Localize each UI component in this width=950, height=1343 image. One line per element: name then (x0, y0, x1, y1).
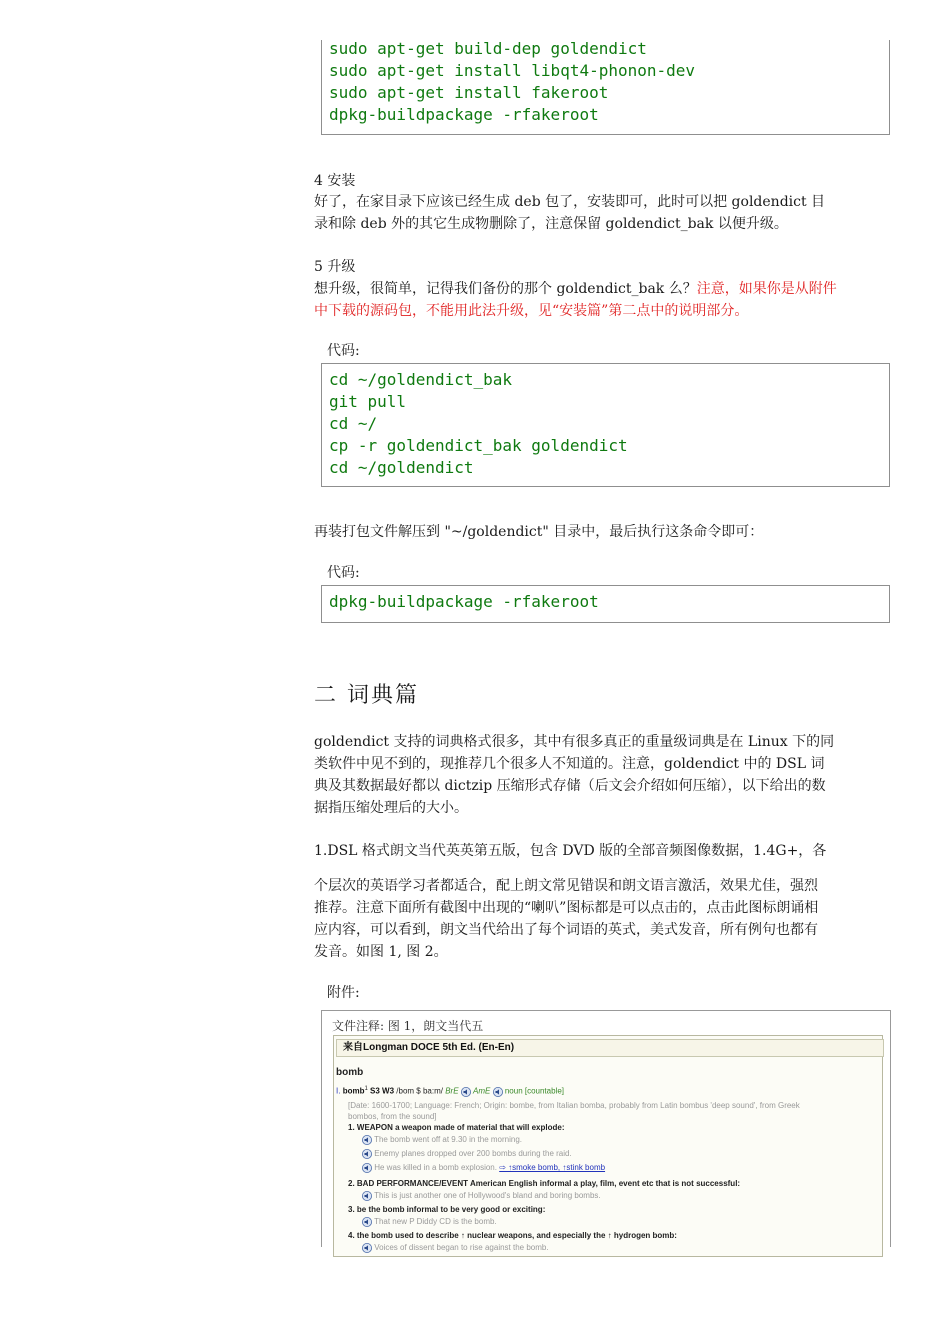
code-line: git pull (329, 392, 407, 411)
speaker-icon[interactable] (362, 1149, 372, 1159)
entry-word: bomb (342, 1086, 365, 1096)
example-1 (362, 1135, 522, 1145)
example-3 (362, 1163, 605, 1173)
entry-ame: AmE (473, 1086, 491, 1096)
code-block-1 (321, 40, 890, 135)
code-label: 代码: (327, 343, 360, 359)
sense-3: 3. be the bomb informal to be very good or exciting: (348, 1205, 546, 1214)
example-2 (362, 1149, 572, 1159)
code-line: sudo apt-get install fakeroot (329, 83, 609, 102)
dict-1-line-3: 推荐。注意下面所有截图中出现的“喇叭”图标都是可以点击的，点击此图标朗诵相 (314, 900, 819, 916)
chapter-heading: 二 词典篇 (314, 683, 419, 708)
intro-line-4: 据指压缩处理后的大小。 (314, 800, 468, 816)
example-text: He was killed in a bomb explosion. (374, 1163, 497, 1173)
entry-sup: 1 (364, 1086, 368, 1092)
entry-bre: BrE (445, 1086, 459, 1096)
dict-1-line-2: 个层次的英语学习者都适合，配上朗文常见错误和朗文语言激活，效果尤佳，强烈 (314, 878, 818, 894)
dictionary-source-title: 来自Longman DOCE 5th Ed. (En-En) (336, 1039, 884, 1057)
speaker-icon[interactable] (362, 1243, 372, 1253)
example-text: Enemy planes dropped over 200 bombs during the raid. (374, 1149, 572, 1159)
entry-pron: /bom $ ba:m/ (396, 1086, 443, 1096)
speaker-icon[interactable] (362, 1217, 372, 1227)
entry-num: I. (336, 1086, 341, 1096)
related-links[interactable]: ⇨ ↑smoke bomb, ↑stink bomb (499, 1163, 606, 1173)
code-line: cd ~/goldendict (329, 458, 474, 477)
section-5-warning-line-2: 中下载的源码包，不能用此法升级，见“安装篇”第二点中的说明部分。 (314, 303, 749, 319)
speaker-icon[interactable] (493, 1087, 503, 1097)
example-6 (362, 1243, 549, 1253)
repack-instruction: 再装打包文件解压到 "~/goldendict" 目录中，最后执行这条命令即可： (314, 524, 764, 540)
etymology-line-2: bombos, from the sound] (348, 1112, 437, 1121)
section-4-title: 4 安装 (314, 173, 356, 189)
example-text: This is just another one of Hollywood's bland and boring bombs. (374, 1191, 601, 1201)
attachment-label: 附件: (327, 985, 360, 1001)
dictionary-frame (333, 1035, 883, 1257)
sense-1: 1. WEAPON a weapon made of material that will explode: (348, 1123, 565, 1132)
code-line: dpkg-buildpackage -rfakeroot (329, 105, 599, 124)
speaker-icon[interactable] (461, 1087, 471, 1097)
code-line: dpkg-buildpackage -rfakeroot (329, 592, 599, 611)
sense-4: 4. the bomb used to describe ↑ nuclear weapons, and especially the ↑ hydrogen bomb: (348, 1231, 677, 1240)
dict-1-line-4: 应内容，可以看到，朗文当代给出了每个词语的英式，美式发音，所有例句也都有 (314, 922, 818, 938)
code-line: sudo apt-get install libqt4-phonon-dev (329, 61, 696, 80)
example-5 (362, 1217, 497, 1227)
code-line: cd ~/goldendict_bak (329, 370, 513, 389)
attachment-screenshot (321, 1010, 891, 1253)
attachment-note: 文件注释: 图 1，朗文当代五 (332, 1019, 484, 1033)
dict-1-line-1: 1.DSL 格式朗文当代英英第五版，包含 DVD 版的全部音频图像数据，1.4G+，各 (314, 843, 827, 859)
speaker-icon[interactable] (362, 1135, 372, 1145)
etymology-line-1: [Date: 1600-1700; Language: French; Origin: bombe, from Italian bomba, probably from Latin bombus 'deep sound', from Greek (348, 1101, 800, 1110)
code-line: sudo apt-get build-dep goldendict (329, 39, 647, 58)
intro-line-1: goldendict 支持的词典格式很多，其中有很多真正的重量级词典是在 Linux 下的同 (314, 734, 835, 750)
example-text: That new P Diddy CD is the bomb. (374, 1217, 497, 1227)
example-4 (362, 1191, 601, 1201)
speaker-icon[interactable] (362, 1191, 372, 1201)
dict-1-line-5: 发音。如图 1, 图 2。 (314, 944, 448, 960)
code-label: 代码: (327, 565, 360, 581)
example-text: Voices of dissent began to rise against the bomb. (374, 1243, 549, 1253)
code-line: cd ~/ (329, 414, 378, 433)
code-line: cp -r goldendict_bak goldendict (329, 436, 628, 455)
section-4-line-2: 录和除 deb 外的其它生成物删除了，注意保留 goldendict_bak 以便升级。 (314, 216, 788, 232)
section-4-line-1: 好了，在家目录下应该已经生成 deb 包了，安装即可，此时可以把 goldendict 目 (314, 194, 826, 210)
example-text: The bomb went off at 9.30 in the morning. (374, 1135, 523, 1145)
section-5-warning: 注意，如果你是从附件 (696, 281, 837, 297)
intro-line-2: 类软件中见不到的，现推荐几个很多人不知道的。注意，goldendict 中的 DSL 词 (314, 756, 825, 772)
speaker-icon[interactable] (362, 1163, 372, 1173)
entry-pos: noun [countable] (504, 1086, 565, 1096)
entry-line (336, 1086, 564, 1097)
dictionary-headword: bomb (336, 1067, 364, 1078)
section-5-line-1 (314, 278, 837, 300)
section-5-title: 5 升级 (314, 259, 356, 275)
code-block-2 (321, 363, 890, 487)
entry-freq: S3 W3 (370, 1086, 395, 1096)
sense-2: 2. BAD PERFORMANCE/EVENT American English informal a play, film, event etc that is not successful: (348, 1179, 741, 1188)
code-block-3 (321, 585, 890, 623)
section-5-text: 想升级，很简单，记得我们备份的那个 goldendict_bak 么？ (314, 281, 697, 297)
intro-line-3: 典及其数据最好都以 dictzip 压缩形式存储（后文会介绍如何压缩），以下给出的数 (314, 778, 826, 794)
